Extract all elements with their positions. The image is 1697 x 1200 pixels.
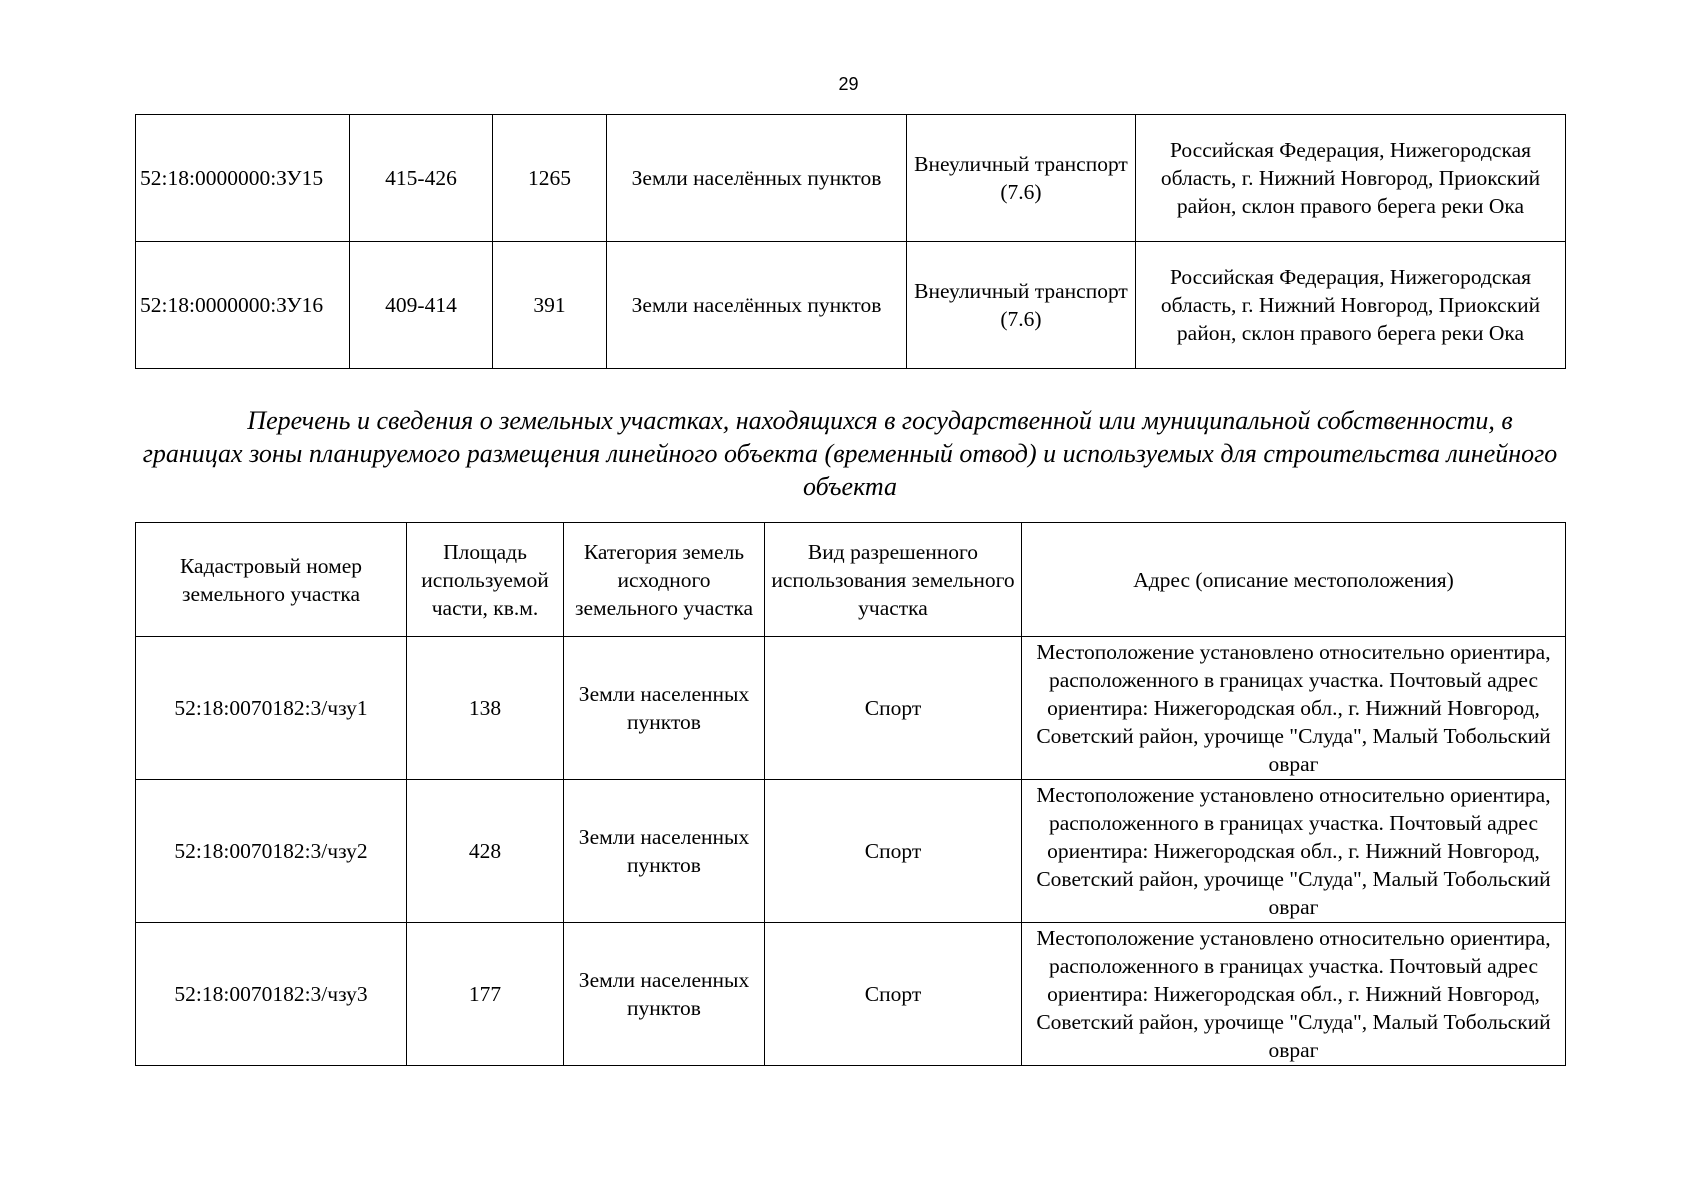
address-cell: Российская Федерация, Нижегородская область, г. Нижний Новгород, Приокский район, склон правого берега реки Ока [1136, 115, 1566, 242]
area-cell: 428 [407, 780, 564, 923]
permitted-use-cell: Внеуличный транспорт (7.6) [907, 242, 1136, 369]
cadastral-number-cell: 52:18:0070182:3/чзу3 [136, 923, 407, 1066]
points-range-cell: 415-426 [350, 115, 493, 242]
land-category-cell: Земли населённых пунктов [607, 242, 907, 369]
table-row [136, 242, 1566, 369]
address-cell: Местоположение установлено относительно ориентира, расположенного в границах участка. Почтовый адрес ориентира: Нижегородская обл., г. Нижний Новгород, Советский район, урочище "Слуда", Малый Тобольский овраг [1022, 780, 1566, 923]
permitted-use-cell: Спорт [765, 637, 1022, 780]
table-header-row [136, 523, 1566, 637]
cadastral-number-cell: 52:18:0000000:ЗУ15 [136, 115, 350, 242]
header-address: Адрес (описание местоположения) [1022, 523, 1566, 637]
area-cell: 391 [493, 242, 607, 369]
land-plots-table-continued [135, 114, 1566, 369]
header-area: Площадь используемой части, кв.м. [407, 523, 564, 637]
permitted-use-cell: Спорт [765, 923, 1022, 1066]
land-category-cell: Земли населенных пунктов [564, 923, 765, 1066]
area-cell: 138 [407, 637, 564, 780]
permitted-use-cell: Спорт [765, 780, 1022, 923]
address-cell: Российская Федерация, Нижегородская область, г. Нижний Новгород, Приокский район, склон правого берега реки Ока [1136, 242, 1566, 369]
header-cadastral-number: Кадастровый номер земельного участка [136, 523, 407, 637]
area-cell: 177 [407, 923, 564, 1066]
land-category-cell: Земли населенных пунктов [564, 637, 765, 780]
address-cell: Местоположение установлено относительно ориентира, расположенного в границах участка. Почтовый адрес ориентира: Нижегородская обл., г. Нижний Новгород, Советский район, урочище "Слуда", Малый Тобольский овраг [1022, 637, 1566, 780]
permitted-use-cell: Внеуличный транспорт (7.6) [907, 115, 1136, 242]
cadastral-number-cell: 52:18:0070182:3/чзу2 [136, 780, 407, 923]
header-land-category: Категория земель исходного земельного участка [564, 523, 765, 637]
table-row [136, 780, 1566, 923]
cadastral-number-cell: 52:18:0000000:ЗУ16 [136, 242, 350, 369]
table-row [136, 923, 1566, 1066]
area-cell: 1265 [493, 115, 607, 242]
land-category-cell: Земли населенных пунктов [564, 780, 765, 923]
address-cell: Местоположение установлено относительно ориентира, расположенного в границах участка. Почтовый адрес ориентира: Нижегородская обл., г. Нижний Новгород, Советский район, урочище "Слуда", Малый Тобольский овраг [1022, 923, 1566, 1066]
cadastral-number-cell: 52:18:0070182:3/чзу1 [136, 637, 407, 780]
land-category-cell: Земли населённых пунктов [607, 115, 907, 242]
page-number: 29 [838, 74, 859, 94]
table-row [136, 115, 1566, 242]
section-heading: Перечень и сведения о земельных участках, находящихся в государственной или муниципальной собственности, в границах зоны планируемого размещения линейного объекта (временный отвод) и используемых для строительства линейного объекта [142, 406, 1558, 501]
header-permitted-use: Вид разрешенного использования земельного участка [765, 523, 1022, 637]
points-range-cell: 409-414 [350, 242, 493, 369]
land-plots-temporary-allocation-table [135, 522, 1566, 1066]
table-row [136, 637, 1566, 780]
